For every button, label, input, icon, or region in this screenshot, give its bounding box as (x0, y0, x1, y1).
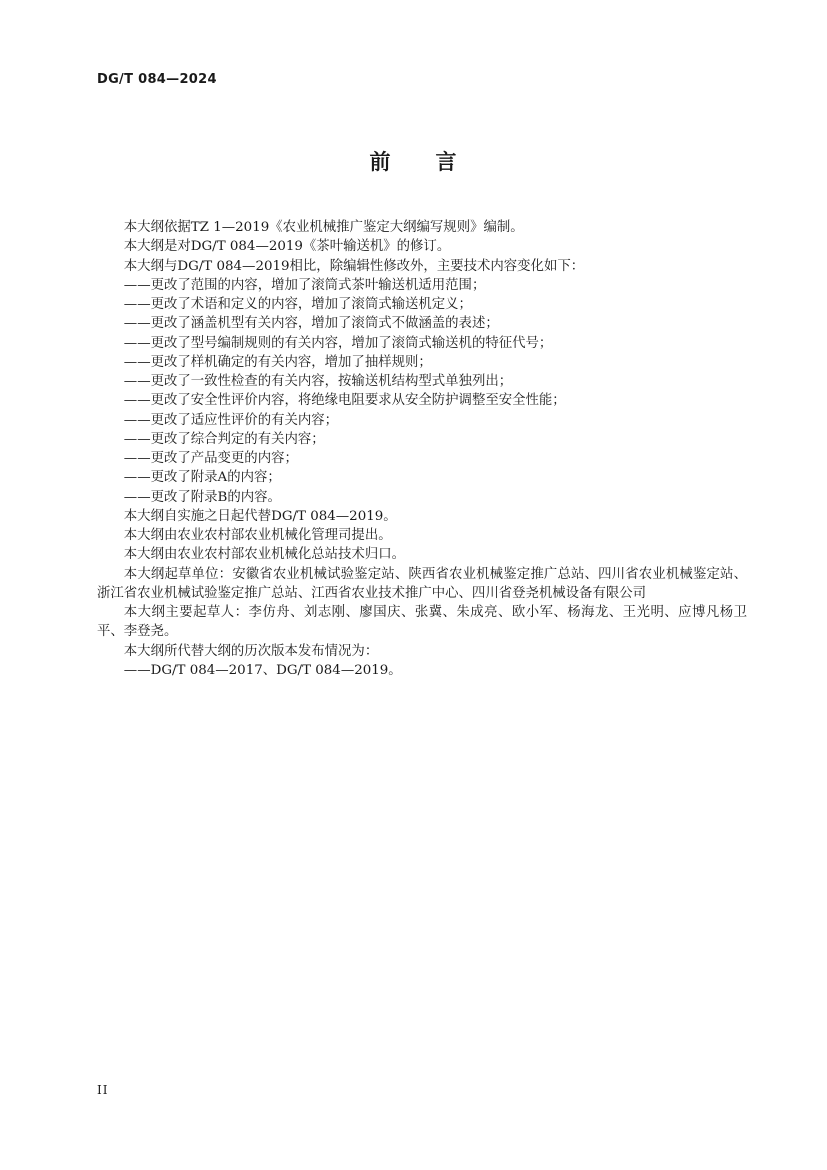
paragraph-changes-intro: 本大纲与DG/T 084—2019相比，除编辑性修改外，主要技术内容变化如下： (123, 258, 585, 274)
paragraph-supersedes: 本大纲自实施之日起代替DG/T 084—2019。 (123, 508, 397, 524)
change-item: ——更改了一致性检查的有关内容，按输送机结构型式单独列出； (123, 374, 513, 389)
change-item: ——更改了综合判定的有关内容； (123, 431, 325, 447)
page-title (0, 146, 827, 176)
page-number: II (97, 1083, 109, 1097)
change-item: ——更改了型号编制规则的有关内容，增加了滚筒式输送机的特征代号； (123, 335, 553, 351)
paragraph-drafting-units: 本大纲起草单位：安徽省农业机械试验鉴定站、陕西省农业机械鉴定推广总站、四川省农业机械鉴定站、浙江省农业机械试验鉴定推广总站、江西省农业技术推广中心、四川省登尧机械设备有限公司 (97, 566, 747, 601)
change-item: ——更改了安全性评价内容，将绝缘电阻要求从安全防护调整至安全性能； (123, 393, 566, 409)
paragraph-drafters: 本大纲主要起草人：李仿舟、刘志刚、廖国庆、张冀、朱成亮、欧小军、杨海龙、王光明、应博凡杨卫平、李登尧。 (97, 605, 747, 640)
change-item: ——更改了产品变更的内容； (123, 451, 298, 466)
change-item: ——更改了涵盖机型有关内容，增加了滚筒式不做涵盖的表述； (123, 316, 499, 332)
paragraph-history-intro: 本大纲所代替大纲的历次版本发布情况为： (123, 643, 379, 659)
document-code: DG/T 084—2024 (97, 72, 217, 87)
paragraph-revision: 本大纲是对DG/T 084—2019《茶叶输送机》的修订。 (123, 239, 451, 255)
preface-body (97, 218, 747, 680)
change-item: ——更改了术语和定义的内容，增加了滚筒式输送机定义； (123, 297, 472, 312)
change-item: ——更改了范围的内容，增加了滚筒式茶叶输送机适用范围； (123, 277, 486, 293)
change-item: ——更改了适应性评价的有关内容； (123, 412, 339, 428)
paragraph-centralized-by: 本大纲由农业农村部农业机械化总站技术归口。 (123, 547, 405, 563)
change-item: ——更改了附录B的内容。 (123, 489, 281, 505)
title-char-2: 言 (435, 150, 458, 174)
title-char-1: 前 (369, 150, 392, 174)
change-item: ——更改了附录A的内容； (123, 470, 281, 486)
change-item: ——更改了样机确定的有关内容，增加了抽样规则； (123, 354, 432, 370)
paragraph-proposed-by: 本大纲由农业农村部农业机械化管理司提出。 (123, 528, 392, 543)
paragraph-basis: 本大纲依据TZ 1—2019《农业机械推广鉴定大纲编写规则》编制。 (123, 220, 524, 235)
history-item: ——DG/T 084—2017、DG/T 084—2019。 (123, 662, 402, 678)
